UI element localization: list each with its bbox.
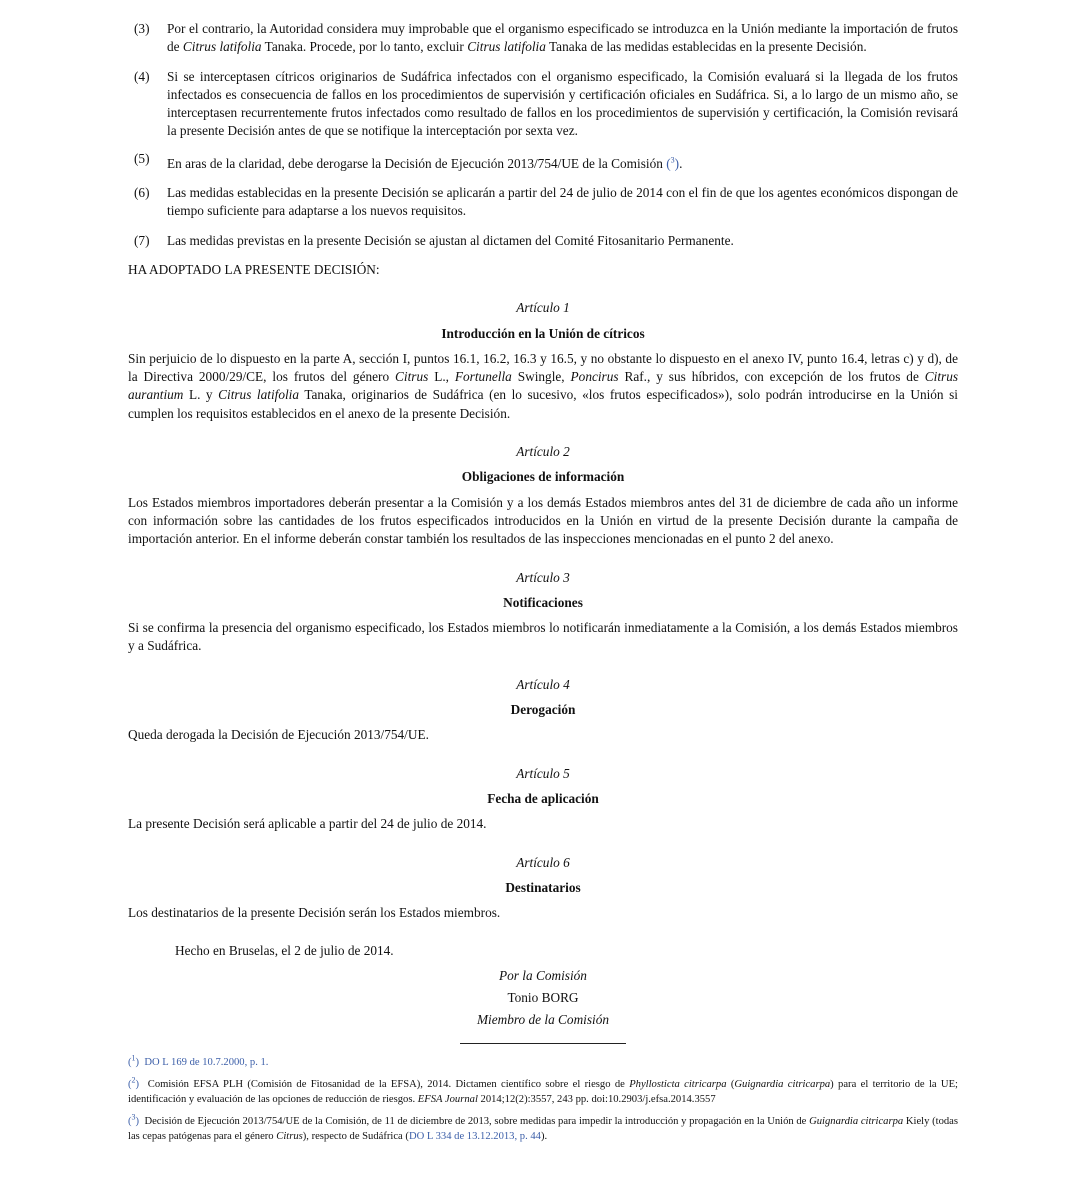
italic-text: Citrus latifolia — [218, 387, 300, 403]
recital-number: (3) — [134, 21, 150, 36]
done-at-line: Hecho en Bruselas, el 2 de julio de 2014. — [175, 943, 394, 959]
italic-text: Fortunella — [454, 369, 512, 385]
recital-text: Por el contrario, la Autoridad considera muy improbable que el organismo especificado se introduzca en la Unión mediante la importación de frutos de Citrus latifolia Tanaka. Procede, por lo tanto, excluir Citrus latifolia Tanaka de las medidas establecidas en la presente Decisión. — [167, 21, 958, 55]
adoption-statement: HA ADOPTADO LA PRESENTE DECISIÓN: — [128, 261, 380, 277]
article-1 — [128, 299, 958, 423]
italic-text: Guignardia citricarpa — [809, 1116, 904, 1128]
footnote-text — [144, 1057, 268, 1068]
footnote-2 — [128, 1075, 958, 1107]
signatory-name: Tonio BORG — [507, 989, 579, 1005]
article-2 — [128, 443, 958, 548]
reference-link[interactable]: ( — [666, 155, 671, 171]
article-body: Los destinatarios de la presente Decisión serán los Estados miembros. — [128, 905, 501, 921]
recital-number: (4) — [134, 68, 150, 84]
italic-text: Phyllosticta citricarpa — [629, 1079, 727, 1091]
italic-text: Citrus latifolia — [182, 39, 262, 55]
recital-text: Las medidas previstas en la presente Decisión se ajustan al dictamen del Comité Fitosanitario Permanente. — [167, 232, 734, 248]
footnote-marker[interactable]: ($^3$) — [128, 1112, 140, 1128]
footnote-text: Decisión de Ejecución 2013/754/UE de la Comisión, de 11 de diciembre de 2013, sobre medidas para impedir la introducción y propagación en la Unión de Guignardia citricarpa Kiely (todas las cepas patógenas para el género Citrus), respecto de Sudáfrica (DO L 334 de 13.12.2013, p. 44). — [128, 1116, 958, 1142]
article-number: Artículo 2 — [516, 444, 570, 460]
footnote-marker[interactable]: ($^1$) — [128, 1053, 140, 1068]
italic-text: Citrus latifolia — [467, 39, 546, 55]
recital-text: Si se interceptasen cítricos originarios de Sudáfrica infectados con el organismo especificado, la Comisión evaluará si la llegada de los frutos infectados es consecuencia de fallos en los procedimientos de supervisión y certificación oficiales en Sudáfrica. Si, a lo largo de un mismo año, se interceptasen recurrentemente frutos infectados como resultado de fallos en los procedimientos de supervisión y certificación, la Comisión revisará la presente Decisión antes de que se notifique la interceptación por sexta vez. — [167, 68, 958, 139]
footnote-divider — [460, 1043, 626, 1044]
footnote-marker[interactable]: ($^2$) — [128, 1075, 140, 1091]
footnote-1 — [128, 1053, 958, 1071]
article-title: Derogación — [510, 702, 576, 718]
article-body: Los Estados miembros importadores deberán presentar a la Comisión y a los demás Estados miembros antes del 31 de diciembre de cada año un informe con información sobre las cantidades de los frutos especificados introducidos en la Unión en virtud de la presente Decisión durante la campaña de importación anterior. En el informe deberán constar también los resultados de las inspecciones mencionadas en el punto 2 del anexo. — [128, 494, 958, 547]
recital-text: En aras de la claridad, debe derogarse la Decisión de Ejecución 2013/754/UE de la Comisión ($^3$). — [167, 155, 683, 171]
article-body: Queda derogada la Decisión de Ejecución 2013/754/UE. — [128, 727, 429, 743]
reference-link[interactable]: ) — [674, 155, 680, 171]
reference-link[interactable]: DO L 334 de 13.12.2013, p. 44 — [408, 1130, 541, 1142]
signature-for: Por la Comisión — [499, 967, 587, 983]
reference-link[interactable]: 3 — [670, 155, 675, 165]
footnote-text: Comisión EFSA PLH (Comisión de Fitosanidad de la EFSA), 2014. Dictamen científico sobre el riesgo de Phyllosticta citricarpa (Guignardia citricarpa) para el territorio de la UE; identificación y evaluación de las opciones de reducción de riesgos. EFSA Journal 2014;12(2):3557, 243 pp. doi:10.2903/j.efsa.2014.3557 — [128, 1079, 958, 1105]
article-body: Si se confirma la presencia del organismo especificado, los Estados miembros lo notificarán inmediatamente a la Comisión, a los demás Estados miembros y a Sudáfrica. — [128, 620, 958, 654]
recital-7 — [128, 232, 958, 250]
footnote-3 — [128, 1112, 958, 1144]
article-number: Artículo 3 — [516, 569, 570, 585]
recital-number: (6) — [134, 185, 150, 201]
article-body: Sin perjuicio de lo dispuesto en la parte A, sección I, puntos 16.1, 16.2, 16.3 y 16.5, y no obstante lo dispuesto en el anexo IV, punto 16.4, letras c) y d), de la Directiva 2000/29/CE, los frutos del género Citrus L., Fortunella Swingle, Poncirus Raf., y sus híbridos, con excepción de los frutos de Citrus aurantium L. y Citrus latifolia Tanaka, originarios de Sudáfrica (en lo sucesivo, «los frutos especificados»), solo podrán introducirse en la Unión si cumplen los requisitos establecidos en el anexo de la presente Decisión. — [128, 350, 959, 421]
italic-text: Citrus — [395, 369, 429, 385]
footnotes — [128, 1053, 958, 1145]
signature-block — [428, 965, 658, 1031]
recital-4 — [128, 68, 958, 141]
article-title: Introducción en la Unión de cítricos — [441, 325, 645, 341]
italic-text: Guignardia citricarpa — [734, 1079, 831, 1091]
article-number: Artículo 1 — [516, 300, 570, 316]
article-title: Destinatarios — [505, 879, 581, 895]
article-number: Artículo 5 — [516, 765, 570, 781]
signatory-role: Miembro de la Comisión — [476, 1011, 610, 1027]
article-number: Artículo 6 — [516, 854, 570, 870]
article-title: Obligaciones de información — [461, 469, 625, 485]
recital-number: (5) — [134, 150, 150, 166]
article-title: Notificaciones — [503, 594, 583, 610]
article-body: La presente Decisión será aplicable a partir del 24 de julio de 2014. — [128, 816, 487, 832]
article-title: Fecha de aplicación — [487, 790, 599, 806]
italic-text: EFSA Journal — [417, 1093, 478, 1105]
italic-text: Citrus aurantium — [128, 369, 959, 403]
article-number: Artículo 4 — [516, 676, 570, 692]
recital-number: (7) — [134, 232, 150, 248]
article-5 — [128, 765, 958, 834]
recital-6 — [128, 184, 958, 221]
recitals — [128, 20, 958, 250]
recital-5 — [128, 150, 958, 173]
article-6 — [128, 854, 958, 923]
italic-text: Citrus — [276, 1130, 303, 1142]
article-4 — [128, 676, 958, 745]
recital-text: Las medidas establecidas en la presente Decisión se aplicarán a partir del 24 de julio de 2014 con el fin de que los agentes económicos dispongan de tiempo suficiente para adaptarse a los nuevos requisitos. — [167, 185, 958, 219]
document-page — [128, 20, 958, 1152]
article-3 — [128, 569, 958, 656]
reference-link[interactable]: DO L 169 de 10.7.2000, p. 1. — [144, 1056, 269, 1068]
recital-3 — [128, 20, 958, 57]
italic-text: Poncirus — [570, 369, 619, 385]
